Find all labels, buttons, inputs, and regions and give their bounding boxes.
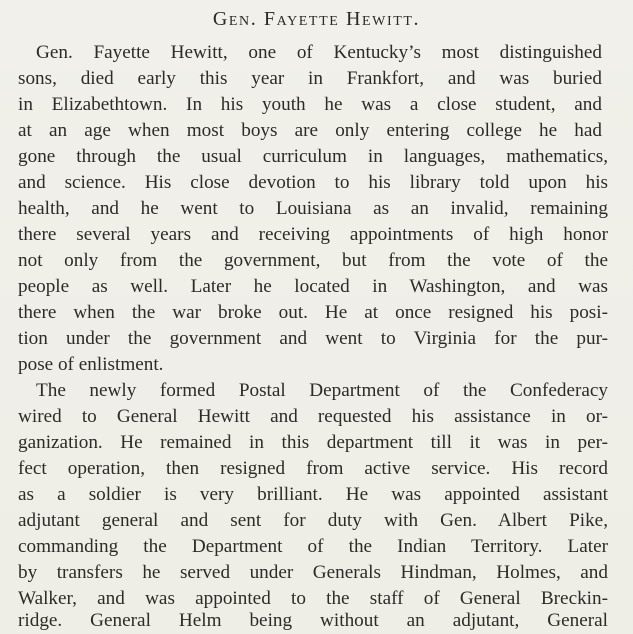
text-line: fect operation, then resigned from active service. His record bbox=[18, 458, 608, 479]
text-line: commanding the Department of the Indian Territory. Later bbox=[18, 536, 608, 557]
text-line: The newly formed Postal Department of the Confederacy bbox=[36, 380, 608, 401]
text-line: health, and he went to Louisiana as an invalid, remaining bbox=[18, 198, 608, 219]
text-line: gone through the usual curriculum in languages, mathematics, bbox=[18, 146, 608, 167]
text-line: Gen. Fayette Hewitt, one of Kentucky’s most distinguished bbox=[36, 42, 602, 63]
text-line: as a soldier is very brilliant. He was appointed assistant bbox=[18, 484, 608, 505]
text-line: adjutant general and sent for duty with Gen. Albert Pike, bbox=[18, 510, 608, 531]
text-line: at an age when most boys are only entering college he had bbox=[18, 120, 602, 141]
text-line: there when the war broke out. He at once resigned his posi- bbox=[18, 302, 608, 323]
text-line: Walker, and was appointed to the staff of General Breckin- bbox=[18, 588, 608, 609]
text-line: wired to General Hewitt and requested his assistance in or- bbox=[18, 406, 608, 427]
text-line: there several years and receiving appointments of high honor bbox=[18, 224, 608, 245]
text-line: and science. His close devotion to his library told upon his bbox=[18, 172, 608, 193]
text-line: sons, died early this year in Frankfort, and was buried bbox=[18, 68, 602, 89]
text-line: ridge. General Helm being without an adjutant, General bbox=[18, 610, 608, 631]
text-line: tion under the government and went to Virginia for the pur- bbox=[18, 328, 608, 349]
text-line: pose of enlistment. bbox=[18, 354, 164, 375]
article-title: Gen. Fayette Hewitt. bbox=[212, 8, 421, 30]
text-line: people as well. Later he located in Washington, and was bbox=[18, 276, 608, 297]
text-line: not only from the government, but from the vote of the bbox=[18, 250, 608, 271]
text-line: in Elizabethtown. In his youth he was a close student, and bbox=[18, 94, 602, 115]
text-line: ganization. He remained in this department till it was in per- bbox=[18, 432, 608, 453]
text-line: by transfers he served under Generals Hindman, Holmes, and bbox=[18, 562, 608, 583]
